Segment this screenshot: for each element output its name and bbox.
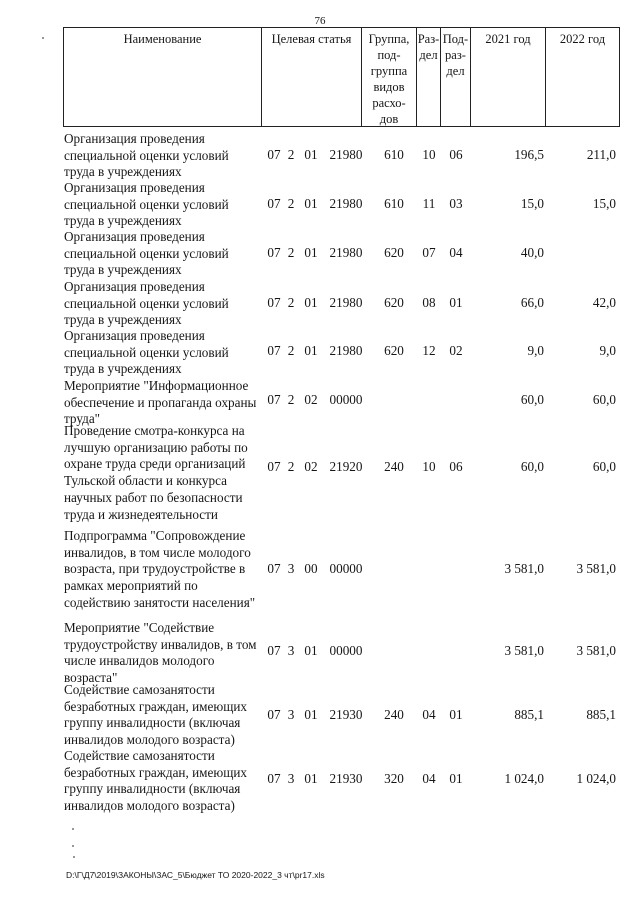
target-code-subprogram: 2 (287, 196, 295, 211)
razdel-code: 04 (422, 771, 436, 786)
target-code-event: 01 (304, 643, 318, 658)
amount-2021: 40,0 (520, 245, 544, 260)
razdel-code: 11 (422, 196, 436, 211)
target-code-program: 07 (267, 295, 281, 310)
target-code-direction: 21980 (329, 295, 363, 310)
scan-speck (72, 828, 74, 830)
row-name: Организация проведения специальной оценки условий труда в учреждениях (64, 180, 229, 229)
amount-2022: 1 024,0 (576, 771, 616, 786)
target-code-subprogram: 2 (287, 147, 295, 162)
razdel-code: 04 (422, 707, 436, 722)
amount-2021: 885,1 (514, 707, 544, 722)
scan-speck (72, 845, 74, 847)
amount-2021: 15,0 (520, 196, 544, 211)
header-podrazdel-line: дел (446, 64, 465, 78)
expense-group: 240 (384, 459, 404, 474)
header-razdel (416, 31, 441, 63)
razdel-code: 07 (422, 245, 436, 260)
expense-group: 610 (384, 147, 404, 162)
expense-group: 620 (384, 295, 404, 310)
razdel-code: 08 (422, 295, 436, 310)
amount-2022: 60,0 (592, 392, 616, 407)
target-code-program: 07 (267, 459, 281, 474)
target-code-subprogram: 3 (287, 643, 295, 658)
razdel-code: 12 (422, 343, 436, 358)
podrazdel-code: 02 (449, 343, 463, 358)
header-group-line: видов (373, 80, 405, 94)
podrazdel-code: 06 (449, 459, 463, 474)
target-code-direction: 00000 (329, 392, 363, 407)
amount-2022: 60,0 (592, 459, 616, 474)
amount-2021: 196,5 (514, 147, 544, 162)
target-code-event: 01 (304, 196, 318, 211)
podrazdel-code: 03 (449, 196, 463, 211)
target-code-event: 01 (304, 295, 318, 310)
target-code-program: 07 (267, 147, 281, 162)
header-group-line: группа (370, 64, 408, 78)
page-number: 76 (314, 15, 326, 27)
target-code-direction: 21980 (329, 147, 363, 162)
header-name: Наименование (123, 32, 202, 46)
target-code-event: 01 (304, 343, 318, 358)
header-year-2021: 2021 год (485, 32, 531, 46)
scan-speck (42, 37, 44, 39)
target-code-program: 07 (267, 771, 281, 786)
amount-2021: 9,0 (527, 343, 544, 358)
target-code-event: 01 (304, 245, 318, 260)
target-code-event: 02 (304, 459, 318, 474)
header-podrazdel-line: раз- (445, 48, 466, 62)
razdel-code: 10 (422, 147, 436, 162)
target-code-direction: 21980 (329, 245, 363, 260)
target-code-program: 07 (267, 561, 281, 576)
expense-group: 240 (384, 707, 404, 722)
row-name: Мероприятие "Информационное обеспечение и пропаганда охраны труда" (64, 378, 257, 427)
target-code-program: 07 (267, 245, 281, 260)
target-code-subprogram: 2 (287, 245, 295, 260)
row-name: Организация проведения специальной оценки условий труда в учреждениях (64, 279, 229, 328)
target-code-event: 01 (304, 707, 318, 722)
target-code-direction: 00000 (329, 561, 363, 576)
header-group (361, 31, 417, 127)
expense-group: 620 (384, 245, 404, 260)
target-code-direction: 21980 (329, 196, 363, 211)
amount-2021: 1 024,0 (504, 771, 544, 786)
row-name: Проведение смотра-конкурса на лучшую организацию работы по охране труда среди организаций Тульской области и конкурса научных работ по безопасности труда и жизнедеятельности (64, 423, 248, 522)
target-code-event: 01 (304, 147, 318, 162)
target-code-program: 07 (267, 707, 281, 722)
target-code-subprogram: 2 (287, 392, 295, 407)
amount-2021: 60,0 (520, 459, 544, 474)
amount-2022: 15,0 (592, 196, 616, 211)
target-code-subprogram: 3 (287, 771, 295, 786)
podrazdel-code: 01 (449, 707, 463, 722)
expense-group: 620 (384, 343, 404, 358)
row-name: Мероприятие "Содействие трудоустройству инвалидов, в том числе инвалидов молодого возраста" (64, 620, 257, 686)
podrazdel-code: 01 (449, 295, 463, 310)
target-code-subprogram: 2 (287, 343, 295, 358)
amount-2021: 60,0 (520, 392, 544, 407)
row-name: Организация проведения специальной оценки условий труда в учреждениях (64, 131, 229, 180)
target-code-event: 01 (304, 771, 318, 786)
target-code-direction: 21930 (329, 707, 363, 722)
target-code-program: 07 (267, 392, 281, 407)
amount-2022: 211,0 (586, 147, 616, 162)
amount-2022: 9,0 (599, 343, 616, 358)
target-code-direction: 00000 (329, 643, 363, 658)
scan-speck (73, 856, 75, 858)
row-name: Организация проведения специальной оценки условий труда в учреждениях (64, 229, 229, 278)
target-code-program: 07 (267, 643, 281, 658)
razdel-code: 10 (422, 459, 436, 474)
target-code-program: 07 (267, 343, 281, 358)
row-name: Содействие самозанятости безработных граждан, имеющих группу инвалидности (включая инвалидов молодого возраста) (64, 682, 248, 748)
header-razdel-line: дел (419, 48, 438, 62)
header-razdel-line: Раз- (417, 32, 440, 46)
amount-2022: 885,1 (586, 707, 616, 722)
target-code-event: 02 (304, 392, 318, 407)
expense-group: 320 (384, 771, 404, 786)
target-code-program: 07 (267, 196, 281, 211)
target-code-event: 00 (304, 561, 318, 576)
target-code-direction: 21980 (329, 343, 363, 358)
header-group-line: Группа, (368, 32, 410, 46)
expense-group: 610 (384, 196, 404, 211)
row-name: Организация проведения специальной оценки условий труда в учреждениях (64, 328, 229, 377)
podrazdel-code: 06 (449, 147, 463, 162)
podrazdel-code: 01 (449, 771, 463, 786)
header-target-article: Целевая статья (271, 32, 352, 46)
row-name: Подпрограмма "Сопровождение инвалидов, в том числе молодого возраста, при трудоустройстве в рамках мероприятий по содействию занятости населения" (64, 528, 256, 610)
header-group-line: под- (377, 48, 401, 62)
amount-2021: 3 581,0 (504, 643, 544, 658)
target-code-direction: 21920 (329, 459, 363, 474)
file-path-footer: D:\Г\Д7\2019\ЗАКОНЫ\ЗАС_5\Бюджет ТО 2020-2022_3 чт\pr17.xls (66, 870, 325, 880)
target-code-direction: 21930 (329, 771, 363, 786)
header-group-line: расхо- (372, 96, 406, 110)
target-code-subprogram: 2 (287, 459, 295, 474)
target-code-subprogram: 2 (287, 295, 295, 310)
row-name: Содействие самозанятости безработных граждан, имеющих группу инвалидности (включая инвалидов молодого возраста) (64, 748, 248, 814)
target-code-subprogram: 3 (287, 707, 295, 722)
amount-2022: 3 581,0 (576, 561, 616, 576)
amount-2022: 3 581,0 (576, 643, 616, 658)
target-code-subprogram: 3 (287, 561, 295, 576)
header-podrazdel-line: Под- (442, 32, 469, 46)
header-podrazdel (440, 31, 471, 79)
podrazdel-code: 04 (449, 245, 463, 260)
amount-2021: 3 581,0 (504, 561, 544, 576)
amount-2021: 66,0 (520, 295, 544, 310)
header-year-2022: 2022 год (559, 32, 606, 46)
amount-2022: 42,0 (592, 295, 616, 310)
header-group-line: дов (379, 112, 399, 126)
